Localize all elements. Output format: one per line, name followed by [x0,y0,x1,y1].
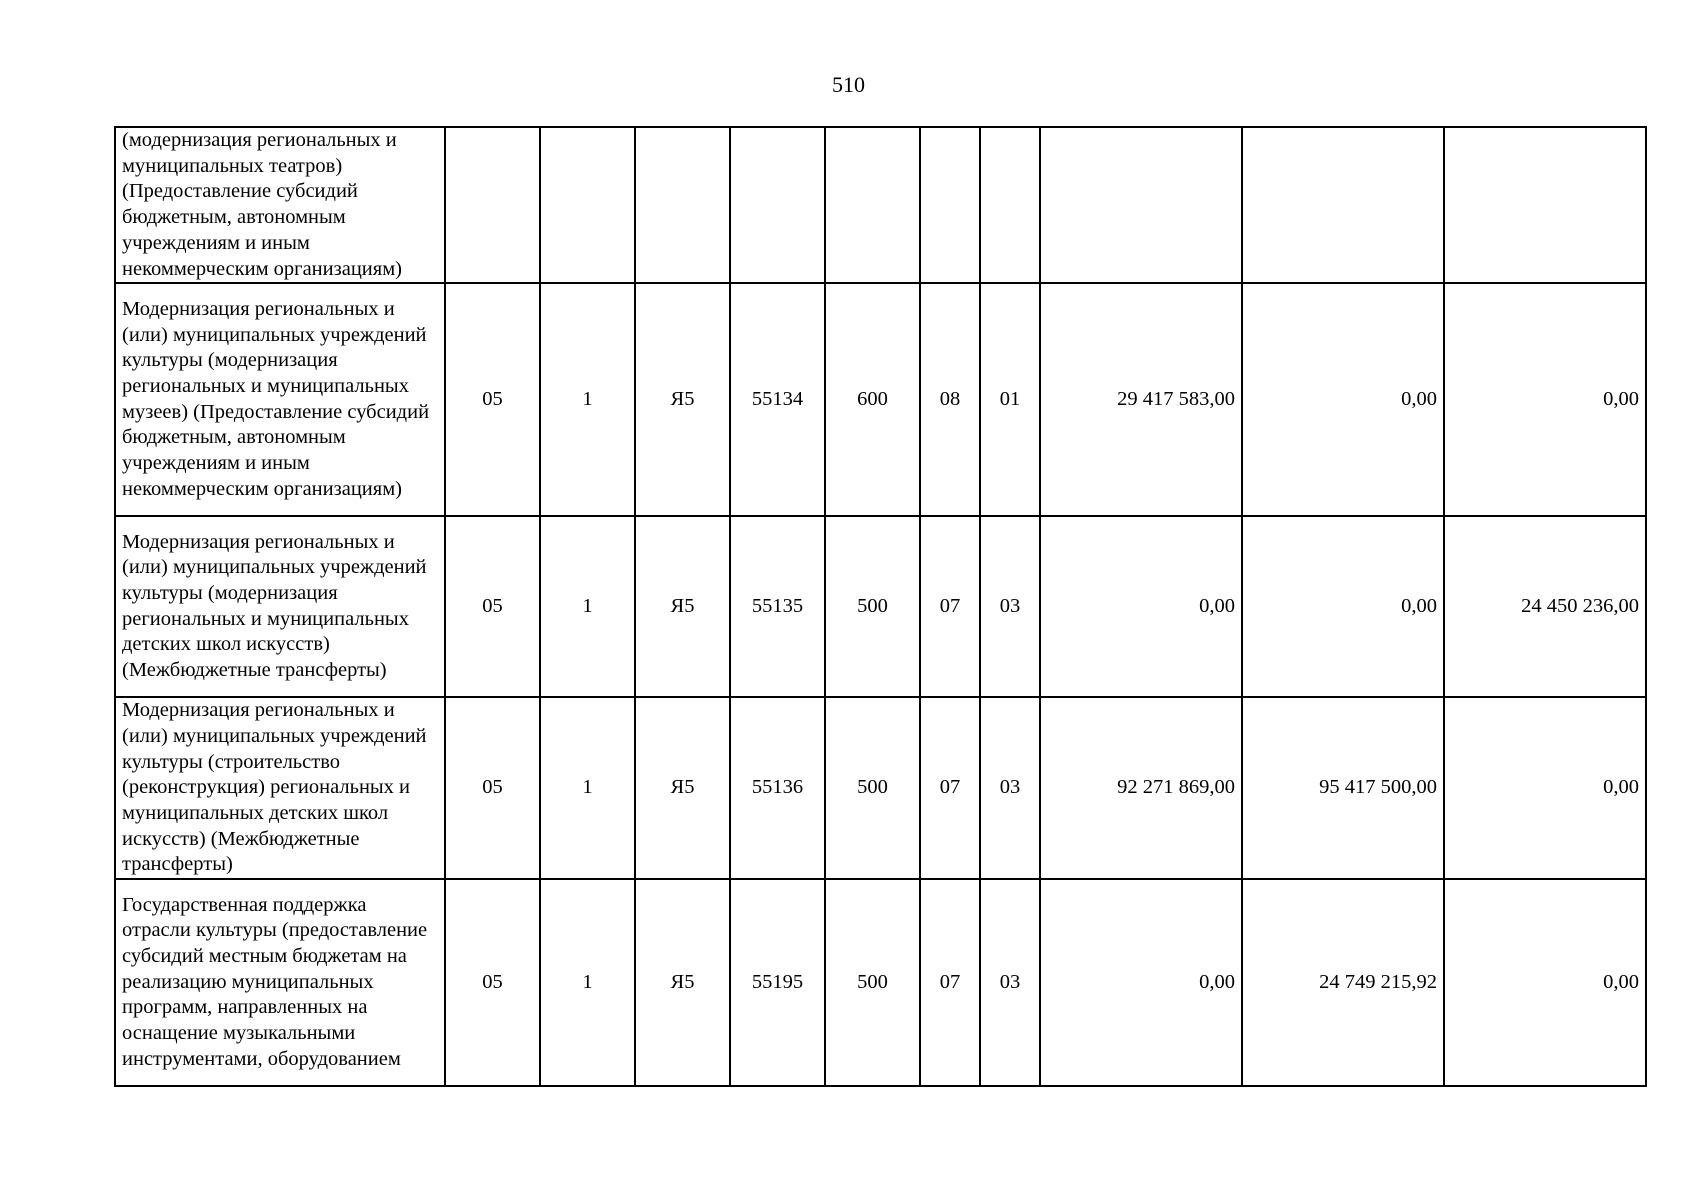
amount-year-1: 0,00 [1040,879,1242,1086]
subsection-code: 03 [980,697,1040,879]
project-code [635,127,730,283]
amount-year-1 [1040,127,1242,283]
subsection-code [980,127,1040,283]
amount-year-2: 0,00 [1242,516,1444,697]
direction-code: 55135 [730,516,825,697]
expense-type-code: 500 [825,879,920,1086]
table-row [115,516,1646,697]
amount-year-2: 24 749 215,92 [1242,879,1444,1086]
section-code: 07 [920,516,980,697]
table-row [115,697,1646,879]
expense-type-code [825,127,920,283]
subprogram-code [540,127,635,283]
project-code: Я5 [635,879,730,1086]
subprogram-code: 1 [540,697,635,879]
page-number: 510 [832,72,865,97]
project-code: Я5 [635,283,730,516]
direction-code [730,127,825,283]
direction-code: 55136 [730,697,825,879]
table-row [115,879,1646,1086]
row-description: (модернизация региональных и муниципальных театров) (Предоставление субсидий бюджетным, автономным учреждениям и иным некоммерческим организациям) [115,127,445,283]
amount-year-2: 95 417 500,00 [1242,697,1444,879]
budget-table [114,126,1647,1087]
direction-code: 55195 [730,879,825,1086]
program-code: 05 [445,516,540,697]
subsection-code: 03 [980,879,1040,1086]
program-code: 05 [445,283,540,516]
row-description: Государственная поддержка отрасли культуры (предоставление субсидий местным бюджетам на реализацию муниципальных программ, направленных на оснащение музыкальными инструментами, оборудованием [115,879,445,1086]
expense-type-code: 500 [825,516,920,697]
table-row [115,127,1646,283]
direction-code: 55134 [730,283,825,516]
program-code: 05 [445,879,540,1086]
subprogram-code: 1 [540,283,635,516]
program-code: 05 [445,697,540,879]
subprogram-code: 1 [540,516,635,697]
row-description: Модернизация региональных и (или) муниципальных учреждений культуры (модернизация региональных и муниципальных детских школ искусств) (Межбюджетные трансферты) [115,516,445,697]
project-code: Я5 [635,697,730,879]
amount-year-2: 0,00 [1242,283,1444,516]
subprogram-code: 1 [540,879,635,1086]
project-code: Я5 [635,516,730,697]
row-description: Модернизация региональных и (или) муниципальных учреждений культуры (модернизация региональных и муниципальных музеев) (Предоставление субсидий бюджетным, автономным учреждениям и иным некоммерческим организациям) [115,283,445,516]
section-code [920,127,980,283]
subsection-code: 03 [980,516,1040,697]
program-code [445,127,540,283]
amount-year-3: 0,00 [1444,697,1646,879]
table-row [115,283,1646,516]
amount-year-2 [1242,127,1444,283]
section-code: 07 [920,879,980,1086]
section-code: 07 [920,697,980,879]
amount-year-1: 29 417 583,00 [1040,283,1242,516]
amount-year-3: 0,00 [1444,879,1646,1086]
row-description: Модернизация региональных и (или) муниципальных учреждений культуры (строительство (реконструкция) региональных и муниципальных детских школ искусств) (Межбюджетные трансферты) [115,697,445,879]
subsection-code: 01 [980,283,1040,516]
amount-year-3 [1444,127,1646,283]
section-code: 08 [920,283,980,516]
amount-year-1: 92 271 869,00 [1040,697,1242,879]
expense-type-code: 600 [825,283,920,516]
amount-year-3: 24 450 236,00 [1444,516,1646,697]
amount-year-3: 0,00 [1444,283,1646,516]
expense-type-code: 500 [825,697,920,879]
amount-year-1: 0,00 [1040,516,1242,697]
